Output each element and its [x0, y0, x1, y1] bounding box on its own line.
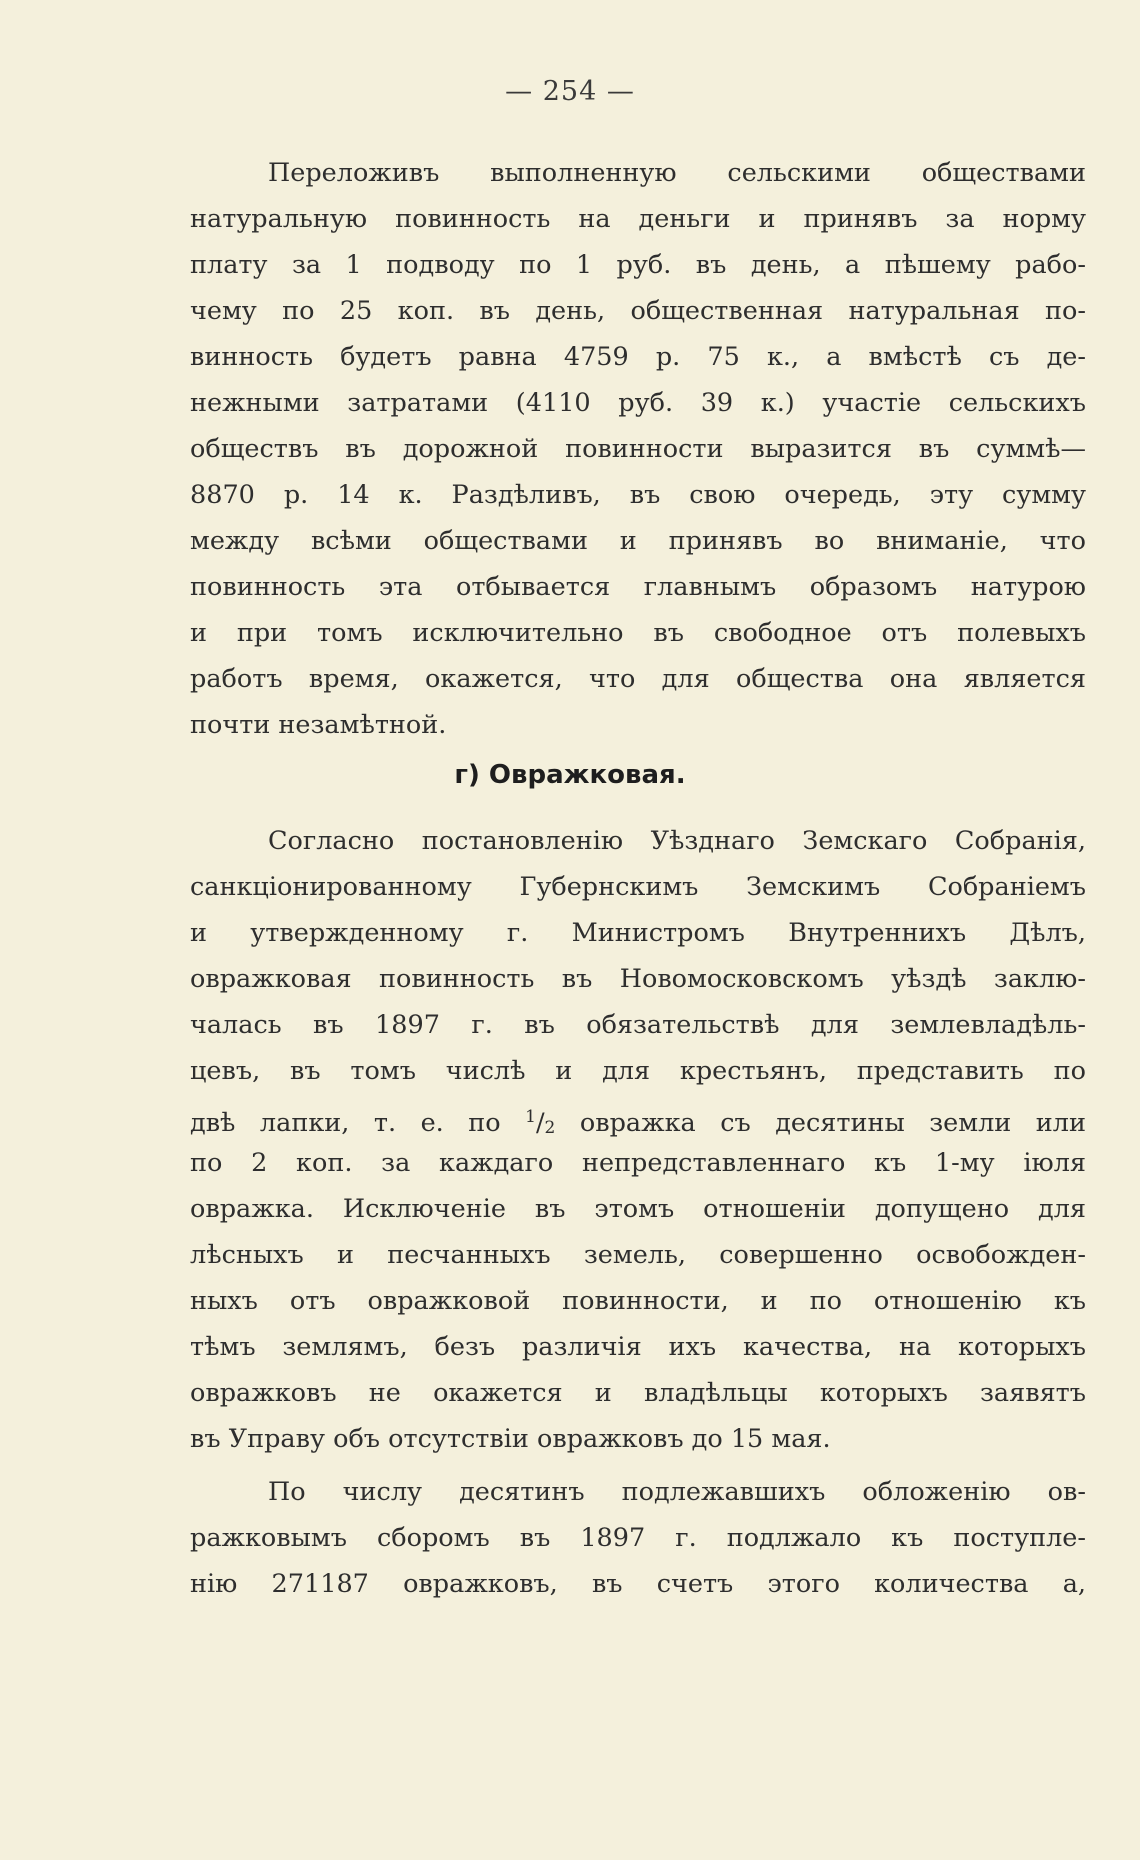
text-line: По числу десятинъ подлежавшихъ обложенію ов-	[268, 1477, 1086, 1507]
text-line: ныхъ отъ овражковой повинности, и по отношенію къ	[190, 1286, 1086, 1316]
fraction-denominator: 2	[544, 1118, 556, 1138]
paragraph-road-duty-summary	[190, 150, 1086, 748]
text-line: чалась въ 1897 г. въ обязательствѣ для землевладѣль-	[190, 1010, 1086, 1040]
text-line: и утвержденному г. Министромъ Внутреннихъ Дѣлъ,	[190, 918, 1086, 948]
text-line: нію 271187 овражковъ, въ счетъ этого количества а,	[190, 1569, 1086, 1599]
text-line: лѣсныхъ и песчанныхъ земель, совершенно освобожден-	[190, 1240, 1086, 1270]
text-line: въ Управу объ отсутствіи овражковъ до 15 мая.	[190, 1424, 831, 1454]
text-line: ражковымъ сборомъ въ 1897 г. подлжало къ поступле-	[190, 1523, 1086, 1553]
text-line: натуральную повинность на деньги и принявъ за норму	[190, 204, 1086, 234]
line-suffix: овражка съ десятины земли или	[579, 1108, 1086, 1138]
text-line: овражковъ не окажется и владѣльцы которыхъ заявятъ	[190, 1378, 1086, 1408]
text-line: обществъ въ дорожной повинности выразится въ суммѣ—	[190, 434, 1086, 464]
fraction-numerator: 1	[525, 1107, 536, 1127]
paragraph-ravine-duty	[190, 818, 1086, 1462]
text-line: винность будетъ равна 4759 р. 75 к., а вмѣстѣ съ де-	[190, 342, 1086, 372]
text-line: тѣмъ землямъ, безъ различія ихъ качества, на которыхъ	[190, 1332, 1086, 1362]
text-line: плату за 1 подводу по 1 руб. въ день, а пѣшему рабо-	[190, 250, 1086, 280]
text-line: и при томъ исключительно въ свободное отъ полевыхъ	[190, 618, 1086, 648]
text-line: работъ время, окажется, что для общества она является	[190, 664, 1086, 694]
text-line: овражка. Исключеніе въ этомъ отношеніи допущено для	[190, 1194, 1086, 1224]
text-line: нежными затратами (4110 руб. 39 к.) участіе сельскихъ	[190, 388, 1086, 418]
line-prefix: двѣ лапки, т. е. по	[190, 1108, 501, 1138]
section-heading: г) Овражковая.	[454, 760, 686, 790]
text-line: чему по 25 коп. въ день, общественная натуральная по-	[190, 296, 1086, 326]
text-line: овражковая повинность въ Новомосковскомъ уѣздѣ заклю-	[190, 964, 1086, 994]
fraction-one-half: $^1/_2$	[525, 1107, 556, 1138]
paragraph-ravine-count	[190, 1469, 1086, 1607]
text-line-with-fraction	[190, 1094, 1086, 1140]
text-line: повинность эта отбывается главнымъ образомъ натурою	[190, 572, 1086, 602]
text-line: между всѣми обществами и принявъ во вниманіе, что	[190, 526, 1086, 556]
text-line: цевъ, въ томъ числѣ и для крестьянъ, представить по	[190, 1056, 1086, 1086]
text-line: Согласно постановленію Уѣзднаго Земскаго Собранія,	[268, 826, 1086, 856]
text-line: 8870 р. 14 к. Раздѣливъ, въ свою очередь, эту сумму	[190, 480, 1086, 510]
text-line: Переложивъ выполненную сельскими обществами	[268, 158, 1086, 188]
page-number: — 254 —	[505, 76, 635, 107]
text-line: по 2 коп. за каждаго непредставленнаго къ 1-му іюля	[190, 1148, 1086, 1178]
text-line: санкціонированному Губернскимъ Земскимъ Собраніемъ	[190, 872, 1086, 902]
text-line: почти незамѣтной.	[190, 710, 447, 740]
